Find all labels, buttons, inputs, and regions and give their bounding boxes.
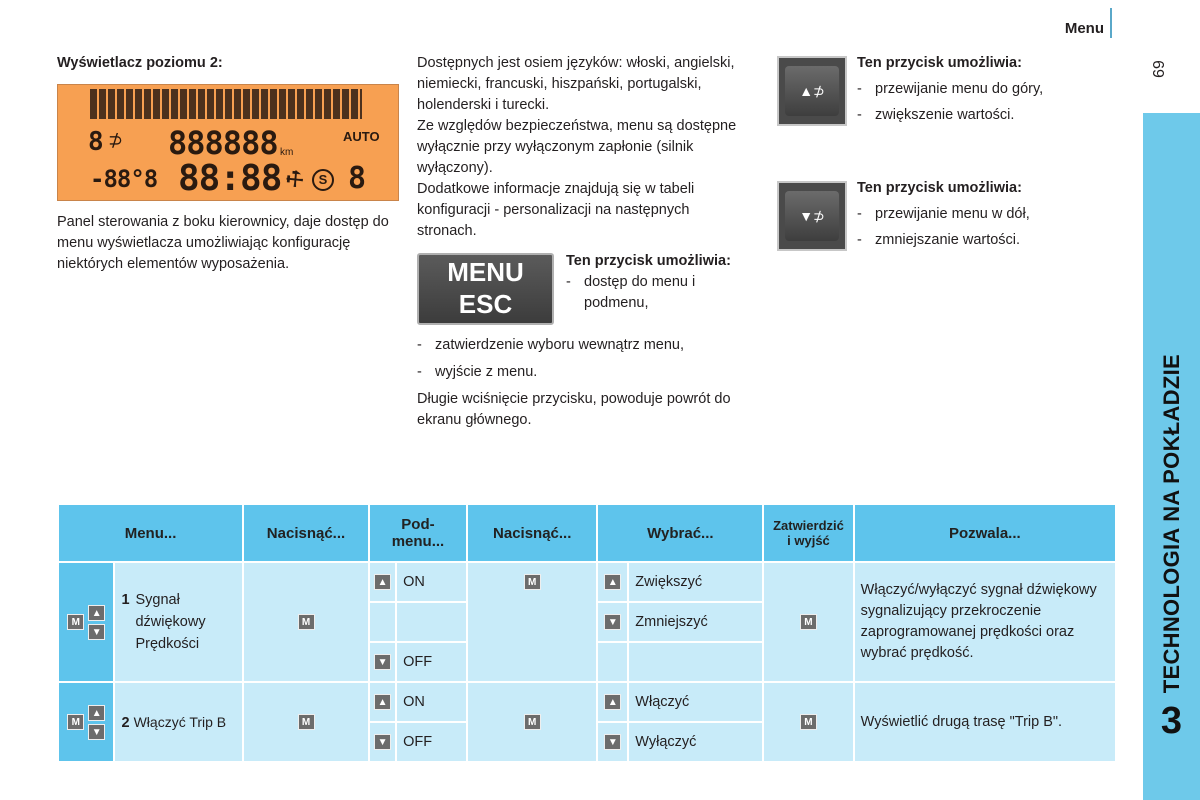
- col-header-menu: Menu...: [59, 505, 242, 561]
- m-key-icon: M: [524, 714, 541, 730]
- allows-cell: Włączyć/wyłączyć sygnał dźwiękowy sygnalizujący przekroczenie zaprogramowanej prędkości oraz wybrać prędkość.: [855, 563, 1115, 681]
- menu-button-caption: [566, 251, 751, 314]
- display-section-title: Wyświetlacz poziomu 2:: [57, 55, 223, 71]
- languages-text: [417, 53, 747, 242]
- select-enable: Włączyć: [629, 683, 762, 721]
- menu-button-heading: Ten przycisk umożliwia:: [566, 253, 731, 269]
- menu-key-label: MENU: [447, 257, 524, 287]
- long-press-note: Długie wciśnięcie przycisku, powoduje powrót do ekranu głównego.: [417, 391, 731, 428]
- select-increase: Zwiększyć: [629, 563, 762, 601]
- headlamp-icon: ⊅: [108, 130, 124, 150]
- safety-paragraph: Ze względów bezpieczeństwa, menu są dostępne wyłącznie przy wyłączonym zapłonie (silnik wyłączony).: [417, 118, 737, 176]
- esc-key-label: ESC: [458, 289, 513, 319]
- chapter-number: 3: [1160, 700, 1183, 742]
- page-number: 69: [1149, 60, 1166, 78]
- up-arrow-icon: ▲: [88, 605, 105, 621]
- table-row: [59, 563, 1115, 601]
- col-header-press-2: Nacisnąć...: [468, 505, 596, 561]
- menu-item-label: Włączyć Trip B: [133, 713, 227, 730]
- lcd-gear-digit: 8: [88, 127, 104, 157]
- select-key-cell: [598, 563, 627, 601]
- lcd-unit: km: [280, 147, 294, 158]
- lcd-temperature: -88°8: [90, 165, 158, 193]
- up-arrow-icon: ▲: [374, 574, 391, 590]
- lcd-dot-matrix-gaps: [90, 89, 362, 119]
- display-description: Panel sterowania z boku kierownicy, daje dostęp do menu wyświetlacza umożliwiając konfigurację niektórych elementów wyposażenia.: [57, 214, 389, 272]
- down-arrow-icon: ▼: [374, 654, 391, 670]
- menu-item-label: Sygnał: [135, 592, 180, 608]
- info-paragraph: Dodatkowe informacje znajdują się w tabeli konfiguracji - personalizacji na następnych stronach.: [417, 181, 695, 239]
- submenu-off: OFF: [397, 643, 466, 681]
- down-arrow-icon: ▼: [604, 614, 621, 630]
- up-button-heading: Ten przycisk umożliwia:: [857, 55, 1022, 71]
- submenu-off: OFF: [397, 723, 466, 761]
- lcd-auto-label: AUTO: [343, 129, 380, 144]
- sub-key-cell: [370, 723, 395, 761]
- confirm-cell: [764, 683, 852, 761]
- list-item: - zatwierdzenie wyboru wewnątrz menu,: [417, 337, 685, 353]
- down-button-illustration: [777, 181, 847, 251]
- press-cell: [244, 683, 368, 761]
- list-item: - zwiększenie wartości.: [857, 107, 1015, 123]
- menu-button-list: [417, 335, 757, 389]
- m-key-icon: M: [800, 714, 817, 730]
- press-cell-2: [468, 683, 596, 761]
- down-arrow-icon: ▼: [604, 734, 621, 750]
- m-key-icon: M: [298, 614, 315, 630]
- up-arrow-icon: ▲: [604, 694, 621, 710]
- submenu-on: ON: [397, 683, 466, 721]
- select-key-cell: [598, 683, 627, 721]
- press-cell: [244, 563, 368, 681]
- m-key-icon: M: [67, 614, 84, 630]
- col-header-confirm: Zatwierdzić i wyjść: [764, 505, 852, 561]
- table-header-row: [59, 505, 1115, 561]
- configuration-table: [57, 503, 1117, 763]
- wrench-icon: ⚒: [281, 165, 310, 195]
- nav-keys: [59, 605, 113, 640]
- headlamp-up-icon: ▲⊅: [785, 66, 839, 116]
- menu-item-cell: [115, 683, 242, 761]
- allows-cell: Wyświetlić drugą trasę "Trip B".: [855, 683, 1115, 761]
- select-decrease: Zmniejszyć: [629, 603, 762, 641]
- list-item: - przewijanie menu w dół,: [857, 206, 1030, 222]
- confirm-cell: [764, 563, 852, 681]
- nav-keys: [59, 705, 113, 740]
- chapter-title: [1143, 113, 1200, 693]
- chapter-title-text: TECHNOLOGIA NA POKŁADZIE: [1158, 353, 1184, 693]
- list-item: - przewijanie menu do góry,: [857, 81, 1044, 97]
- select-key-cell: [598, 723, 627, 761]
- col-header-press: Nacisnąć...: [244, 505, 368, 561]
- list-item: - zmniejszanie wartości.: [857, 232, 1021, 248]
- m-key-icon: M: [298, 714, 315, 730]
- menu-item-cell: 1 Sygnał dźwiękowy Prędkości: [115, 563, 242, 681]
- col-header-select: Wybrać...: [598, 505, 762, 561]
- running-header: Menu: [1064, 20, 1104, 37]
- select-disable: Wyłączyć: [629, 723, 762, 761]
- nav-keys-cell: [59, 683, 113, 761]
- nav-keys-cell: [59, 563, 113, 681]
- sub-key-cell: [370, 683, 395, 721]
- service-icon: S: [312, 169, 334, 191]
- up-arrow-icon: ▲: [88, 705, 105, 721]
- up-button-illustration: [777, 56, 847, 126]
- sub-key-cell: [370, 643, 395, 681]
- lcd-display-illustration: [57, 84, 399, 201]
- down-arrow-icon: ▼: [88, 624, 105, 640]
- list-item: - dostęp do menu i podmenu,: [566, 274, 696, 311]
- up-arrow-icon: ▲: [374, 694, 391, 710]
- up-arrow-icon: ▲: [604, 574, 621, 590]
- list-item: - wyjście z menu.: [417, 364, 538, 380]
- menu-item-number: 1: [121, 592, 130, 608]
- lcd-odometer: 888888: [168, 124, 278, 162]
- lcd-clock: 88:88: [178, 158, 282, 199]
- m-key-icon: M: [800, 614, 817, 630]
- submenu-on: ON: [397, 563, 466, 601]
- press-cell-2: [468, 563, 596, 681]
- col-header-allows: Pozwala...: [855, 505, 1115, 561]
- sub-key-cell: [370, 563, 395, 601]
- down-arrow-icon: ▼: [374, 734, 391, 750]
- lcd-extra-digit: 8: [348, 161, 367, 196]
- down-arrow-icon: ▼: [88, 724, 105, 740]
- menu-item-number: 2: [121, 714, 130, 731]
- header-divider: [1110, 8, 1112, 38]
- headlamp-down-icon: ▼⊅: [785, 191, 839, 241]
- languages-paragraph: Dostępnych jest osiem języków: włoski, angielski, niemiecki, francuski, hiszpański, portugalski, holenderski i turecki.: [417, 55, 735, 113]
- m-key-icon: M: [524, 574, 541, 590]
- col-header-submenu: Pod- menu...: [370, 505, 466, 561]
- menu-esc-button-illustration: [417, 253, 554, 325]
- select-key-cell: [598, 603, 627, 641]
- m-key-icon: M: [67, 714, 84, 730]
- down-button-heading: Ten przycisk umożliwia:: [857, 180, 1022, 196]
- table-row: [59, 683, 1115, 721]
- down-button-caption: [857, 178, 1117, 251]
- up-button-caption: [857, 53, 1117, 126]
